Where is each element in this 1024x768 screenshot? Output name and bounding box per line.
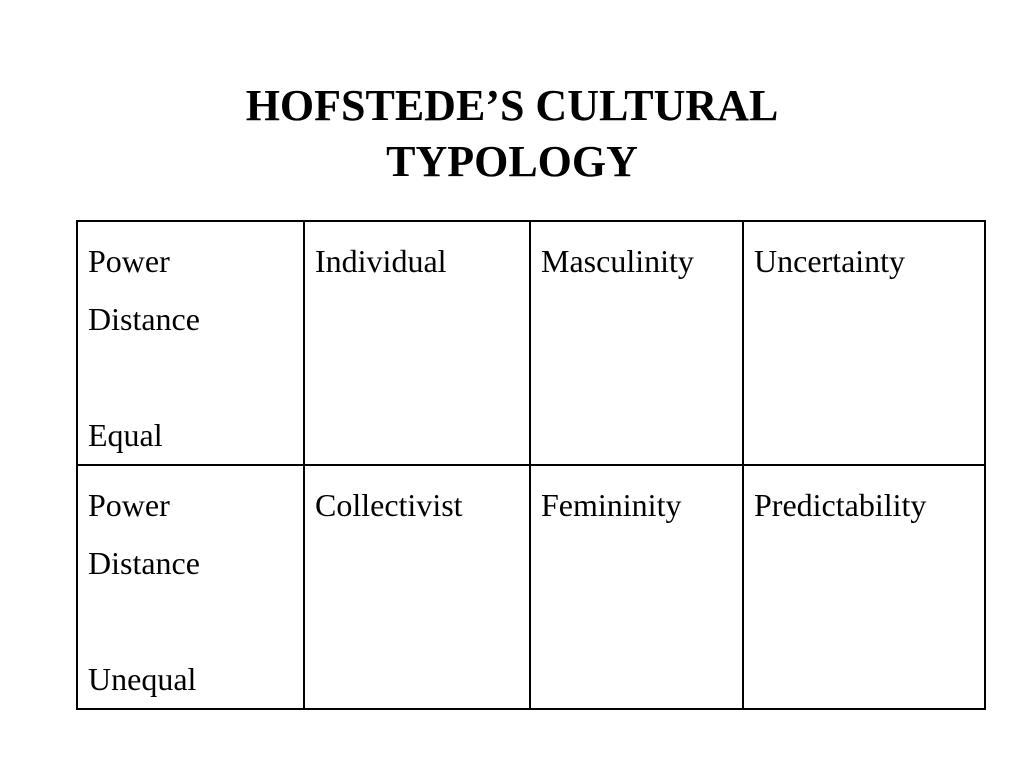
cell-text: Femininity — [541, 487, 682, 523]
cell-text: Distance — [88, 545, 200, 581]
cell-text: Individual — [315, 243, 447, 279]
table-cell — [743, 465, 985, 709]
cell-text: Uncertainty — [754, 243, 906, 279]
cell-text: Power — [88, 487, 170, 523]
table-cell — [530, 221, 743, 465]
table-cell — [77, 221, 304, 465]
cell-text: Equal — [88, 417, 163, 453]
cell-spacer — [88, 592, 303, 650]
cell-text: Power — [88, 243, 170, 279]
table-cell — [304, 221, 530, 465]
table-row — [77, 221, 985, 465]
slide-title — [0, 78, 1024, 190]
cell-text: Collectivist — [315, 487, 463, 523]
table-cell — [743, 221, 985, 465]
slide-title-line-2: TYPOLOGY — [386, 137, 638, 186]
slide-title-line-1: HOFSTEDE’S CULTURAL — [245, 81, 779, 130]
cell-spacer — [88, 348, 303, 406]
table-cell — [77, 465, 304, 709]
cell-text: Predictability — [754, 487, 927, 523]
table-cell — [304, 465, 530, 709]
cell-text: Masculinity — [541, 243, 694, 279]
cell-text: Unequal — [88, 661, 197, 697]
typology-table — [76, 220, 986, 710]
table-row — [77, 465, 985, 709]
table-cell — [530, 465, 743, 709]
cell-text: Distance — [88, 301, 200, 337]
